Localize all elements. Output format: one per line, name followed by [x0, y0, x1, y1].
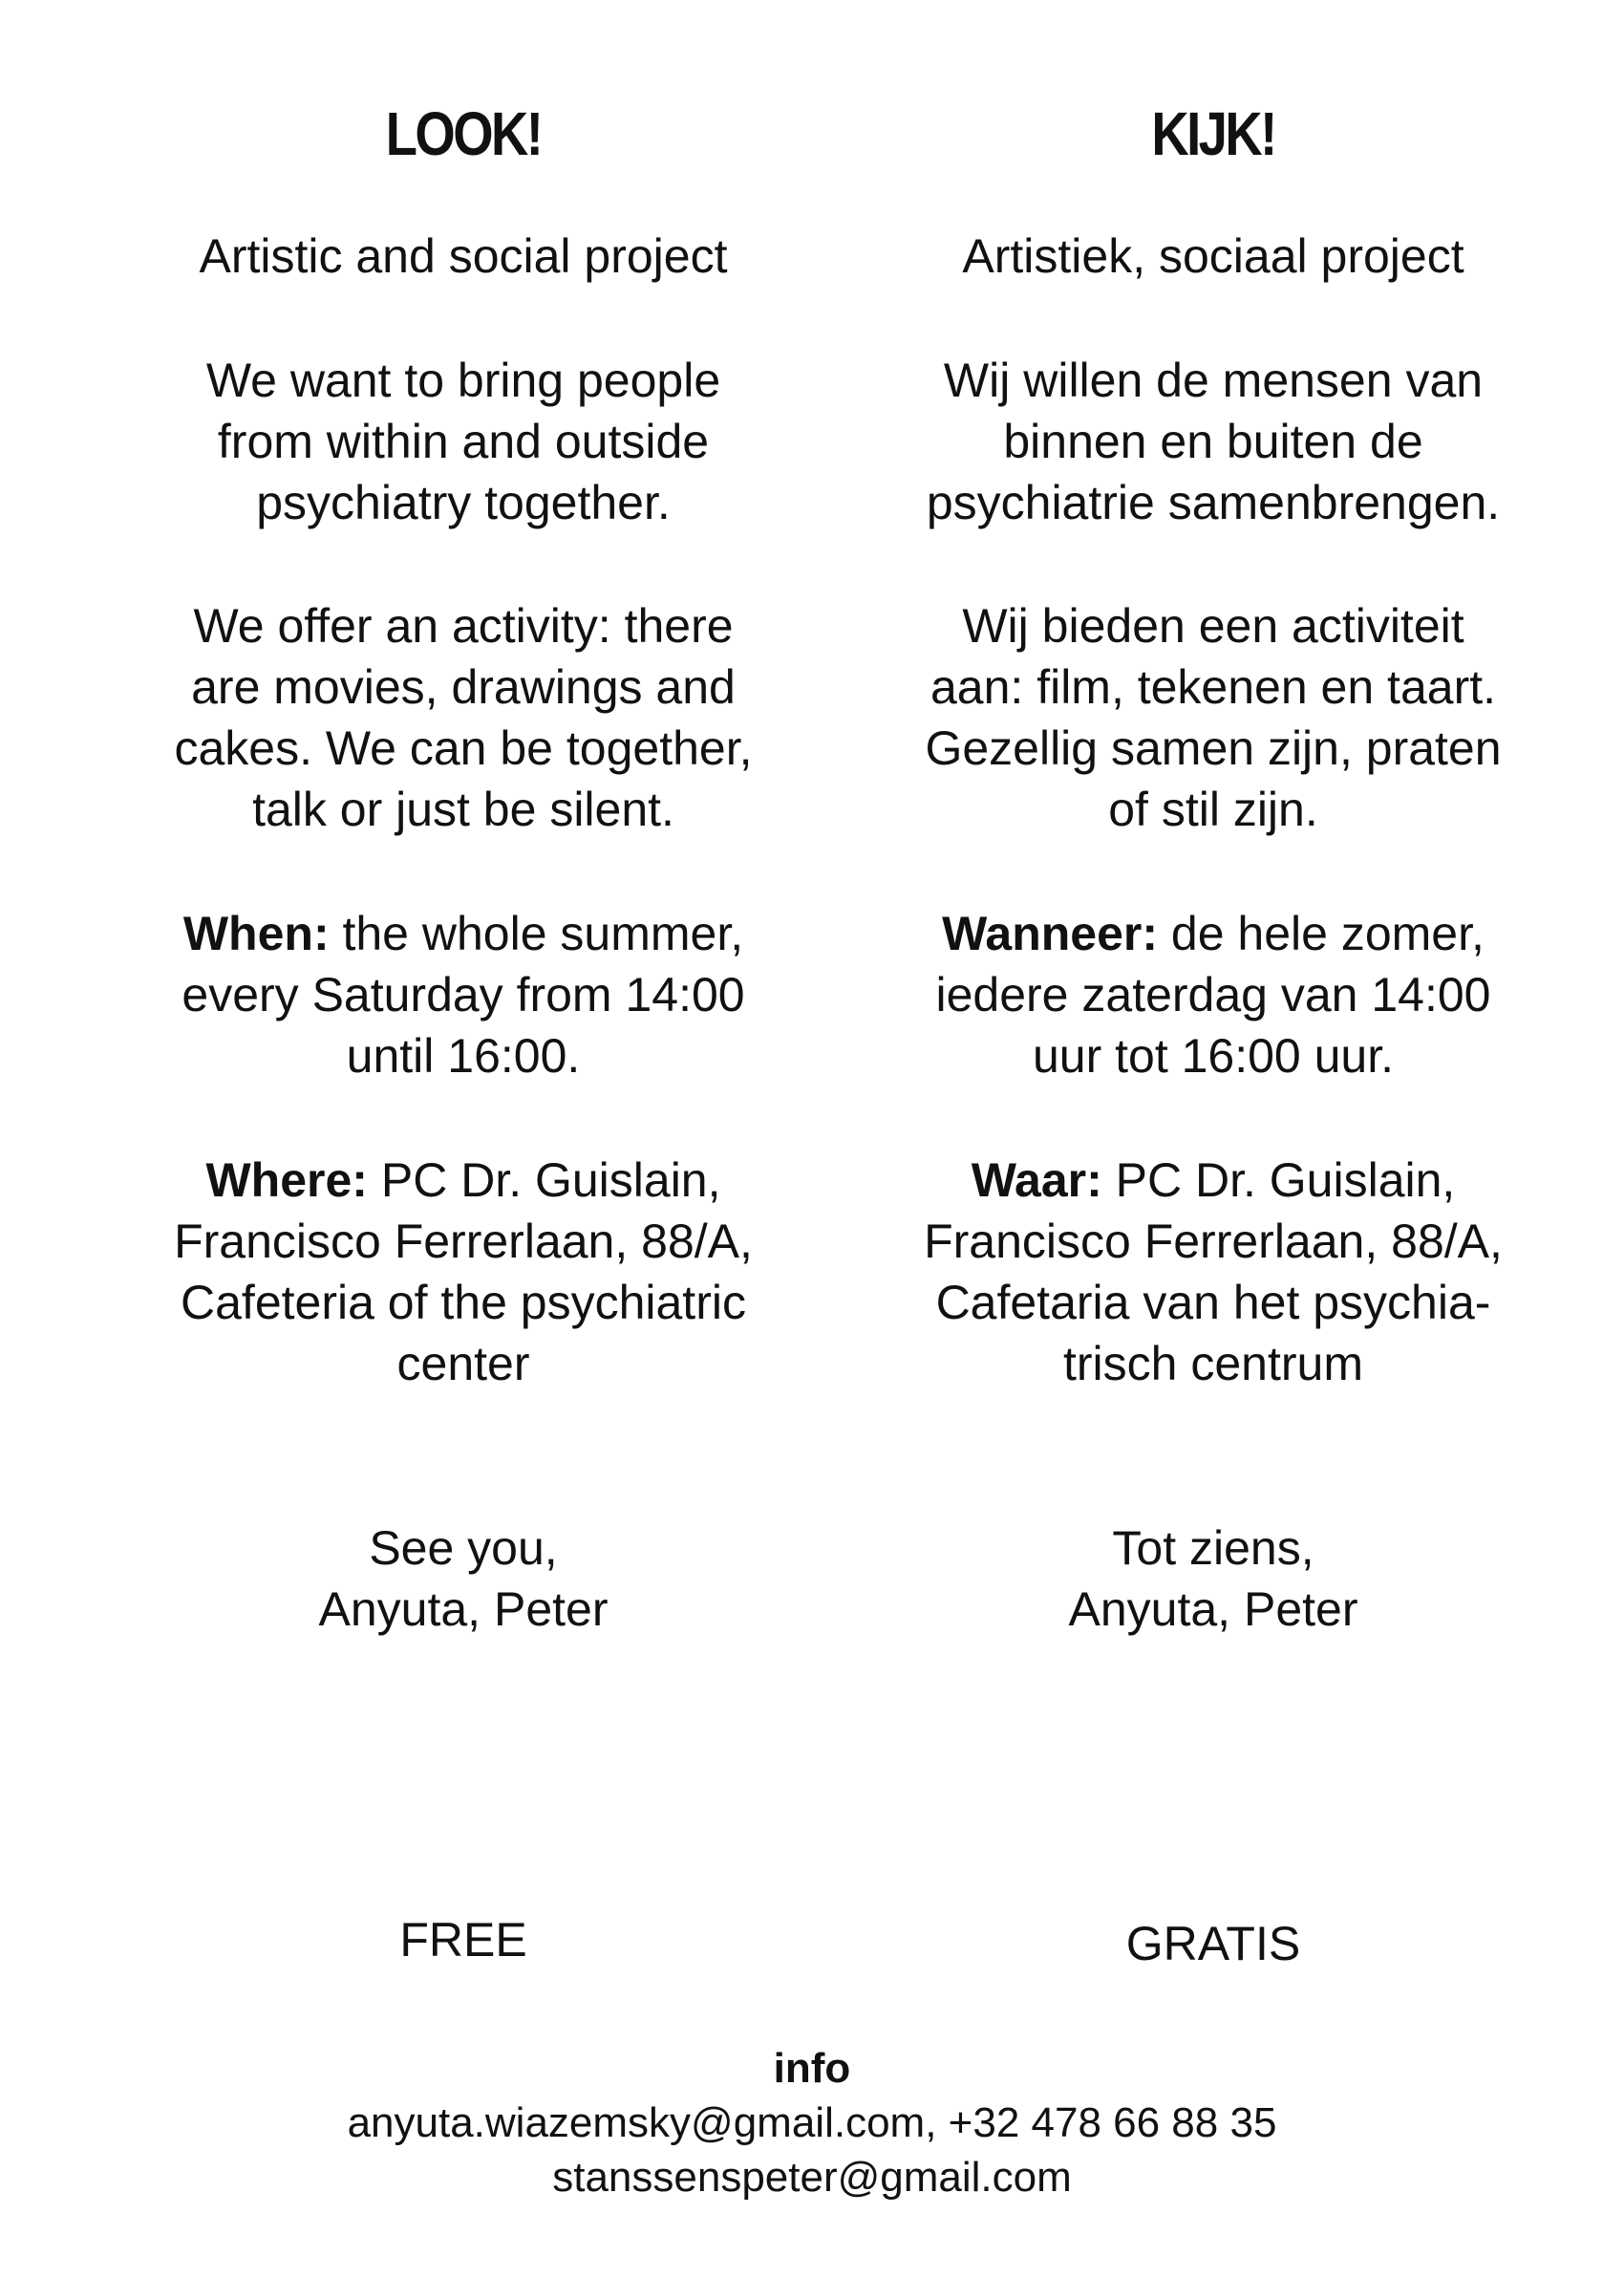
dutch-closing: Tot ziens, Anyuta, Peter	[1068, 1521, 1358, 1636]
dutch-subtitle: Artistiek, sociaal project	[962, 229, 1464, 283]
contact-email-secondary: stanssenspeter@gmail.com	[552, 2154, 1072, 2201]
english-title: LOOK!	[385, 99, 542, 168]
dutch-price: GRATIS	[1125, 1917, 1301, 1970]
english-when-text: the whole summer, every Saturday from 14:00 until 16:00.	[182, 907, 745, 1083]
contact-email-phone: anyuta.wiazemsky@gmail.com, +32 478 66 88 35	[347, 2099, 1277, 2146]
english-price: FREE	[399, 1913, 527, 1967]
dutch-when-paragraph	[860, 903, 1567, 1086]
english-intro-paragraph: We want to bring people from within and outside psychiatry together.	[205, 354, 721, 529]
english-subtitle: Artistic and social project	[199, 229, 728, 283]
english-closing: See you, Anyuta, Peter	[318, 1521, 609, 1636]
english-when-label: When:	[182, 907, 330, 960]
dutch-when-label: Wanneer:	[942, 907, 1159, 960]
dutch-where-label: Waar:	[971, 1153, 1102, 1207]
dutch-intro-paragraph: Wij willen de mensen van binnen en buiten de psychiatrie samenbrengen.	[926, 354, 1501, 529]
dutch-where-text: PC Dr. Guislain, Francisco Ferrerlaan, 88/A, Cafetaria van het psychia- trisch centrum	[924, 1153, 1503, 1390]
english-where-label: Where:	[205, 1153, 368, 1207]
contact-info	[0, 2041, 1624, 2204]
english-activity-paragraph: We offer an activity: there are movies, drawings and cakes. We can be together, talk or just be silent.	[174, 599, 753, 836]
english-where-paragraph	[134, 1150, 793, 1394]
english-when-paragraph	[134, 903, 793, 1086]
info-label: info	[773, 2045, 851, 2092]
dutch-where-paragraph	[860, 1150, 1567, 1394]
dutch-title: KIJK!	[1151, 99, 1275, 168]
dutch-when-text: de hele zomer, iedere zaterdag van 14:00 uur tot 16:00 uur.	[935, 907, 1491, 1083]
dutch-activity-paragraph: Wij bieden een activiteit aan: film, tekenen en taart. Gezellig samen zijn, praten of stil zijn.	[925, 599, 1502, 836]
english-where-text: PC Dr. Guislain, Francisco Ferrerlaan, 88/A, Cafeteria of the psychiatric center	[174, 1153, 753, 1390]
